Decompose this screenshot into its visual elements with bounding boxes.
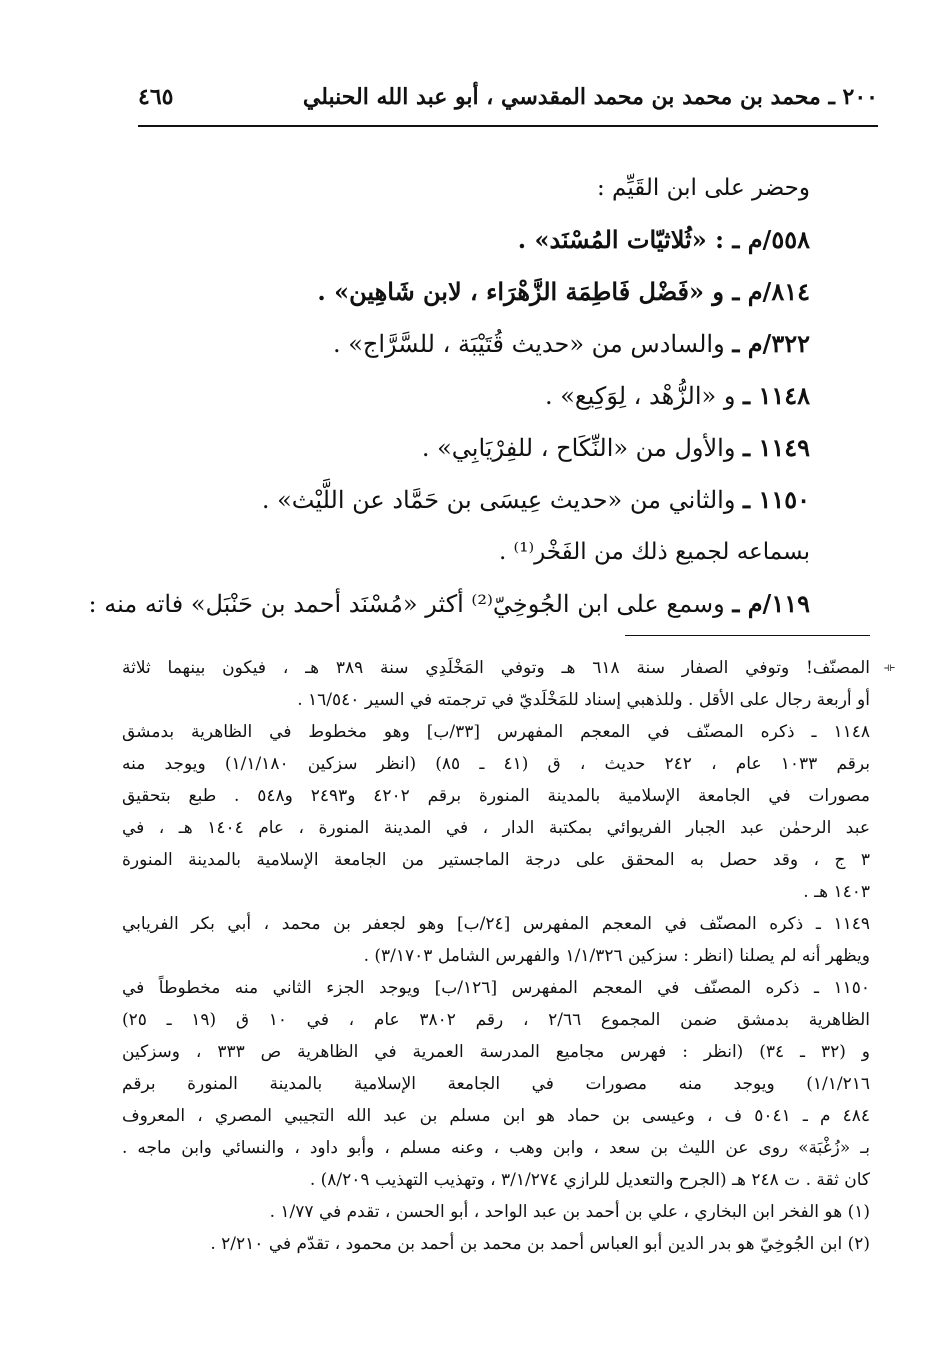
header-rule [138,125,878,127]
footnote-line: ويظهر أنه لم يصلنا (انظر : سزكين ١/١/٣٢٦ والفهرس الشامل ٣/١٧٠٣) . [363,946,870,966]
footnote-line: عبد الرحمٰن عبد الجبار الفريوائي بمكتبة الدار ، في المدينة المنورة ، عام ١٤٠٤ هـ ، في [122,818,870,838]
entry-text: والثاني من «حديث عِيسَى بن حَمَّاد عن اللَّيْث» . [261,486,744,514]
entry-number: ١١٤٨ ـ [743,381,810,410]
footnote-line: ١/١/٢١٦) ويوجد منه مصورات في الجامعة الإسلامية بالمدينة المنورة برقم [122,1074,870,1094]
entry-number: ٣٢٢/م ـ [732,329,810,358]
entry-number: ٨١٤/م ـ [732,277,810,306]
footnote-line: الظاهرية بدمشق ضمن المجموع ٢/٦٦ ، رقم ٣٨٠٢ عام ، في ١٠ ق (١٩ ـ ٢٥) [122,1010,870,1030]
footnote-line: (٢) ابن الجُوخِيّ هو بدر الدين أبو العباس أحمد بن محمد بن أحمد بن محمود ، تقدّم في ٢/٢١٠ . [210,1234,870,1254]
footnote-line: و (٣٢ ـ ٣٤) (انظر : فهرس مجاميع المدرسة العمرية في الظاهرية ص ٣٣٣ ، وسزكين [122,1042,870,1062]
margin-mark-icon: ⟛ [884,660,895,674]
entry-text: و «الزُّهْد ، لِوَكِيع» . [544,382,744,410]
main-line [130,474,810,526]
main-line [130,162,810,214]
entry-text: و «فَضْل فَاطِمَة الزَّهْرَاء ، لابن شَاهِين» . [317,277,733,306]
entry-number: ٥٥٨/م ـ [732,225,810,254]
footnote-line: أو أربعة رجال على الأقل . وللذهبي إسناد للمَخْلَديّ في ترجمته في السير ١٦/٥٤٠ . [297,690,870,710]
main-line [130,526,810,578]
footnote-line: برقم ١٠٣٣ عام ، ٢٤٢ حديث ، ق (٤١ ـ ٨٥) (انظر سزكين ١/١/١٨٠) ويوجد منه [122,754,870,774]
footnote-line: ١١٤٩ ـ ذكره المصنّف في المعجم المفهرس [٢٤/ب] وهو لجعفر بن محمد ، أبي بكر الفريابي [122,914,870,934]
entry-text: : «ثُلاثيّات المُسْنَد» . [517,225,733,254]
entry-text: والسادس من «حديث قُتَيْبَة ، للسَّرَّاج» . [332,330,733,358]
main-line [130,266,810,318]
footnote-line: ٤٨٤ م ـ ٥٠٤١ ف ، وعيسى بن حماد هو ابن مسلم بن عبد الله التجيبي المصري ، المعروف [122,1106,870,1126]
entry-text: وحضر على ابن القَيِّم : [596,175,810,201]
footnote-line: المصنّف! وتوفي الصفار سنة ٦١٨ هـ وتوفي المَخْلَدِي سنة ٣٨٩ هـ ، فيكون بينهما ثلاثة [122,658,870,678]
entry-text: وسمع على ابن الجُوخِيّ⁽²⁾ أكثر «مُسْنَد أحمد بن حَنْبَل» فاته منه : [88,590,733,618]
footnote-line: ١١٤٨ ـ ذكره المصنّف في المعجم المفهرس [٣٣/ب] وهو مخطوط في الظاهرية بدمشق [122,722,870,742]
main-line [130,370,810,422]
entry-number: ١١٤٩ ـ [743,433,810,462]
running-title: ٢٠٠ ـ محمد بن محمد بن محمد المقدسي ، أبو عبد الله الحنبلي [302,84,878,110]
main-line [130,214,810,266]
entry-number: ١١٥٠ ـ [743,485,810,514]
footnote-line: ١١٥٠ ـ ذكره المصنّف في المعجم المفهرس [١٢٦/ب] ويوجد الجزء الثاني منه مخطوطاً في [122,978,870,998]
footnotes [122,652,870,1260]
main-text [88,162,810,630]
footnote-separator [625,635,870,636]
entry-number: ١١٩/م ـ [732,589,810,618]
page-number: ٤٦٥ [138,84,174,110]
footnote-line: بـ «زُغْبَة» روى عن الليث بن سعد ، وابن وهب ، وعنه مسلم ، وأبو داود ، والنسائي وابن ماجه . [122,1138,870,1158]
footnote-line: كان ثقة . ت ٢٤٨ هـ (الجرح والتعديل للرازي ٣/١/٢٧٤ ، وتهذيب التهذيب ٨/٢٠٩) . [309,1170,870,1190]
footnote-line: ٣ ج ، وقد حصل به المحقق على درجة الماجستير من الجامعة الإسلامية بالمدينة المنورة [122,850,870,870]
page-header [138,84,878,118]
main-line [130,318,810,370]
main-line [130,422,810,474]
entry-text: والأول من «النِّكَاح ، للفِرْيَابِي» . [421,434,744,462]
main-line [88,578,810,630]
entry-text: بسماعه لجميع ذلك من الفَخْر⁽¹⁾ . [498,539,810,565]
footnote-line: مصورات في الجامعة الإسلامية بالمدينة المنورة برقم ٤٢٠٢ و٢٤٩٣ و٥٤٨ . طبع بتحقيق [122,786,870,806]
footnote-line: (١) هو الفخر ابن البخاري ، علي بن أحمد بن عبد الواحد ، أبو الحسن ، تقدم في ١/٧٧ . [269,1202,870,1222]
footnote-line: ١٤٠٣ هـ . [803,882,870,902]
